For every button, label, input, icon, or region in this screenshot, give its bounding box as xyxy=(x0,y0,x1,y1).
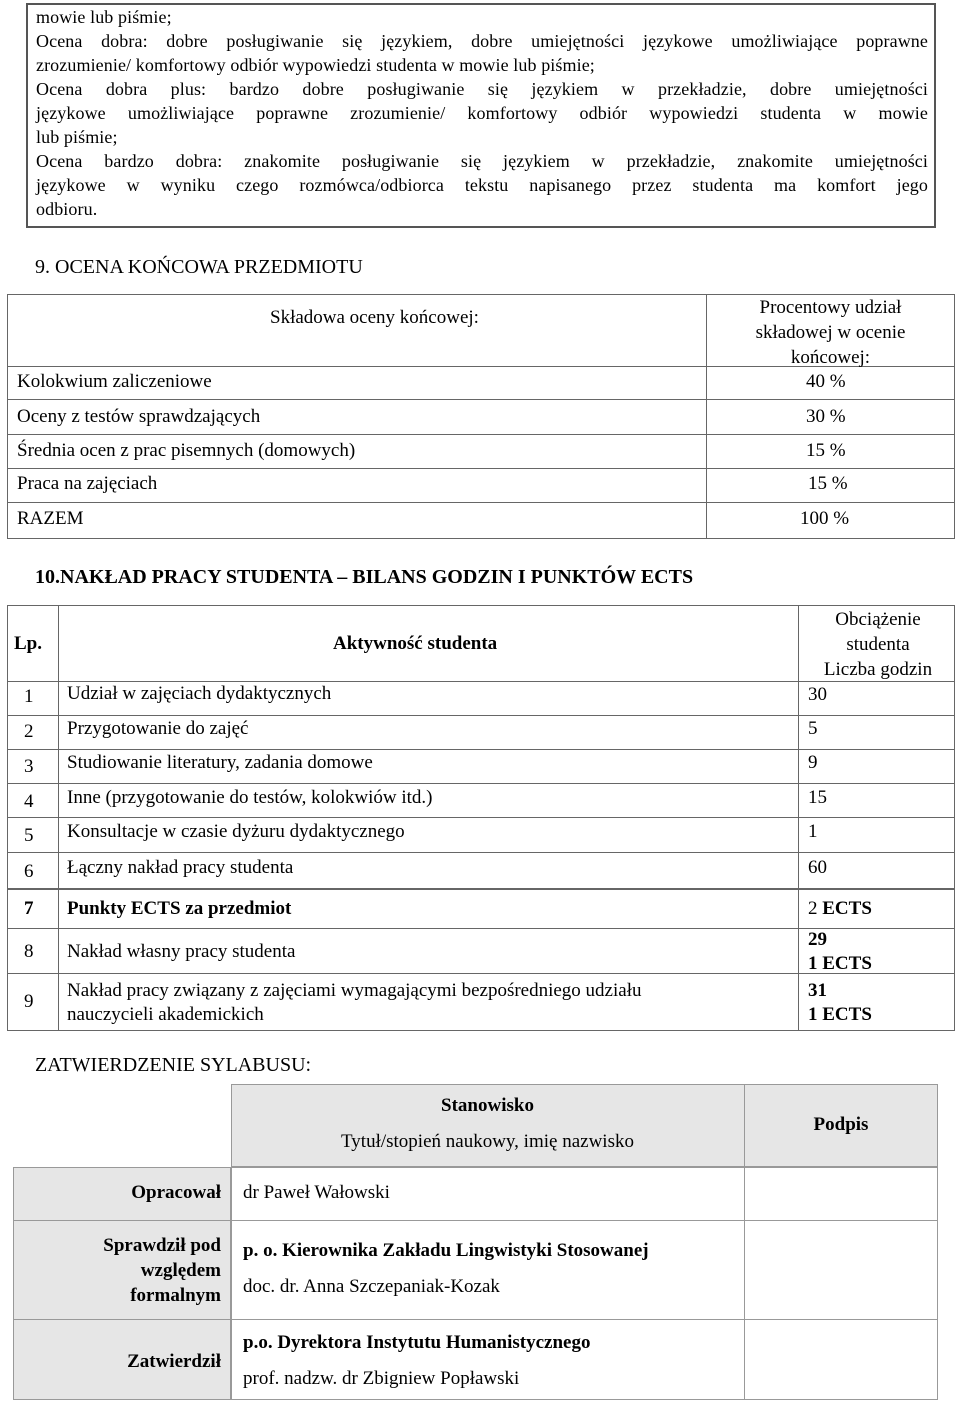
workload-activity: Punkty ECTS za przedmiot xyxy=(67,898,292,919)
workload-lp: 6 xyxy=(24,861,34,882)
grading-line: językowe umożliwiające poprawne zrozumienie/ komfortowy odbiór wypowiedzi studenta w mowie xyxy=(36,103,928,123)
workload-activity: Konsultacje w czasie dyżuru dydaktycznego xyxy=(67,821,405,842)
workload-activity: Łączny nakład pracy studenta xyxy=(67,857,294,878)
grading-line: mowie lub piśmie; xyxy=(36,7,172,27)
grade-row-value: 100 % xyxy=(800,508,850,529)
grade-row-label: Oceny z testów sprawdzających xyxy=(17,406,261,427)
grade-row-label: Praca na zajęciach xyxy=(17,473,158,494)
workload-activity xyxy=(67,979,641,1027)
header-percent-line: końcowej: xyxy=(790,347,871,368)
workload-lp: 7 xyxy=(24,898,34,919)
grading-line: odbioru. xyxy=(36,199,98,219)
approval-line: p.o. Dyrektora Instytutu Humanistycznego xyxy=(243,1332,591,1353)
approval-role-line: względem xyxy=(140,1260,221,1281)
approval-line: doc. dr. Anna Szczepaniak-Kozak xyxy=(243,1276,500,1297)
header-component: Składowa oceny końcowej: xyxy=(270,307,479,328)
workload-value xyxy=(808,979,872,1027)
workload-lp: 5 xyxy=(24,825,34,846)
row-divider xyxy=(7,468,955,469)
row-divider xyxy=(7,502,955,503)
approval-line: p. o. Kierownika Zakładu Lingwistyki Stosowanej xyxy=(243,1240,649,1261)
workload-value-line: 1 ECTS xyxy=(808,1004,872,1025)
workload-lp: 8 xyxy=(24,941,34,962)
grade-row-value: 30 % xyxy=(806,406,846,427)
header-load-line: Liczba godzin xyxy=(823,659,933,680)
workload-lp: 9 xyxy=(24,991,34,1012)
grading-line: Ocena dobra plus: bardzo dobre posługiwanie się językiem w przekładzie, dobre umiejętności xyxy=(36,79,928,99)
row-divider xyxy=(7,749,955,750)
row-divider xyxy=(7,817,955,818)
approval-role: Opracował xyxy=(131,1182,221,1203)
row-divider xyxy=(7,852,955,853)
workload-lp: 3 xyxy=(24,756,34,777)
workload-value: 1 xyxy=(808,821,818,842)
grade-row-value: 40 % xyxy=(806,371,846,392)
approval-role xyxy=(103,1233,221,1308)
header-percent xyxy=(706,295,955,370)
header-position: Stanowisko xyxy=(441,1095,534,1116)
header-load-line: studenta xyxy=(846,634,910,655)
column-divider xyxy=(744,1167,745,1400)
grading-criteria-box xyxy=(26,3,936,228)
workload-value: 2 ECTS xyxy=(808,898,872,919)
grade-row-value: 15 % xyxy=(808,473,848,494)
grading-line: Ocena dobra: dobre posługiwanie się językiem, dobre umiejętności językowe umożliwiające poprawne xyxy=(36,31,928,51)
section-10-title: 10.NAKŁAD PRACY STUDENTA – BILANS GODZIN I PUNKTÓW ECTS xyxy=(35,566,694,588)
workload-value-line: 29 xyxy=(808,929,827,950)
workload-value: 60 xyxy=(808,857,827,878)
header-signature: Podpis xyxy=(813,1114,869,1135)
approval-line: prof. nadzw. dr Zbigniew Popławski xyxy=(243,1368,520,1389)
header-load xyxy=(798,607,958,682)
section-9-title: 9. OCENA KOŃCOWA PRZEDMIOTU xyxy=(35,256,363,278)
workload-activity-line: Nakład pracy związany z zajęciami wymagającymi bezpośredniego udziału xyxy=(67,980,642,1001)
grading-line: lub piśmie; xyxy=(36,127,118,147)
row-divider xyxy=(7,888,955,890)
approval-role-line: Sprawdził pod xyxy=(103,1235,221,1256)
header-percent-line: składowej w ocenie xyxy=(755,322,906,343)
approval-role: Zatwierdził xyxy=(127,1351,221,1372)
grade-row-label: RAZEM xyxy=(17,508,84,529)
row-divider xyxy=(13,1319,938,1320)
workload-value-line: 1 ECTS xyxy=(808,953,872,974)
row-divider xyxy=(13,1220,938,1221)
workload-activity: Przygotowanie do zajęć xyxy=(67,718,249,739)
column-divider xyxy=(58,605,59,1031)
header-activity: Aktywność studenta xyxy=(333,633,498,654)
grading-line: zrozumienie/ komfortowy odbiór wypowiedzi studenta w mowie lub piśmie; xyxy=(36,55,595,75)
workload-activity: Udział w zajęciach dydaktycznych xyxy=(67,683,332,704)
workload-lp: 4 xyxy=(24,791,34,812)
row-divider xyxy=(7,783,955,784)
workload-lp: 1 xyxy=(24,686,34,707)
header-load-line: Obciążenie xyxy=(835,609,921,630)
grade-row-label: Kolokwium zaliczeniowe xyxy=(17,371,212,392)
row-divider xyxy=(7,715,955,716)
approval-role-line: formalnym xyxy=(130,1285,221,1306)
workload-value: 5 xyxy=(808,718,818,739)
row-divider xyxy=(7,399,955,400)
approval-title: ZATWIERDZENIE SYLABUSU: xyxy=(35,1054,312,1076)
row-divider xyxy=(7,434,955,435)
grade-row-label: Średnia ocen z prac pisemnych (domowych) xyxy=(17,440,356,461)
header-person: Tytuł/stopień naukowy, imię nazwisko xyxy=(341,1131,634,1152)
workload-activity-line: nauczycieli akademickich xyxy=(67,1004,264,1025)
workload-value: 15 xyxy=(808,787,827,808)
approval-line: dr Paweł Wałowski xyxy=(243,1182,390,1203)
workload-activity: Studiowanie literatury, zadania domowe xyxy=(67,752,373,773)
header-lp: Lp. xyxy=(14,633,42,654)
workload-value-line: 31 xyxy=(808,980,827,1001)
grade-row-value: 15 % xyxy=(806,440,846,461)
grading-line: językowe w wyniku czego rozmówca/odbiorca tekstu napisanego przez studenta ma komfort jego xyxy=(36,175,928,195)
workload-value: 9 xyxy=(808,752,818,773)
header-percent-line: Procentowy udział xyxy=(759,297,902,318)
workload-value: 30 xyxy=(808,684,827,705)
workload-activity: Inne (przygotowanie do testów, kolokwiów itd.) xyxy=(67,787,433,808)
workload-activity: Nakład własny pracy studenta xyxy=(67,941,296,962)
grading-line: Ocena bardzo dobra: znakomite posługiwanie się językiem w przekładzie, znakomite umiejętności xyxy=(36,151,928,171)
workload-value xyxy=(808,928,872,976)
workload-lp: 2 xyxy=(24,721,34,742)
